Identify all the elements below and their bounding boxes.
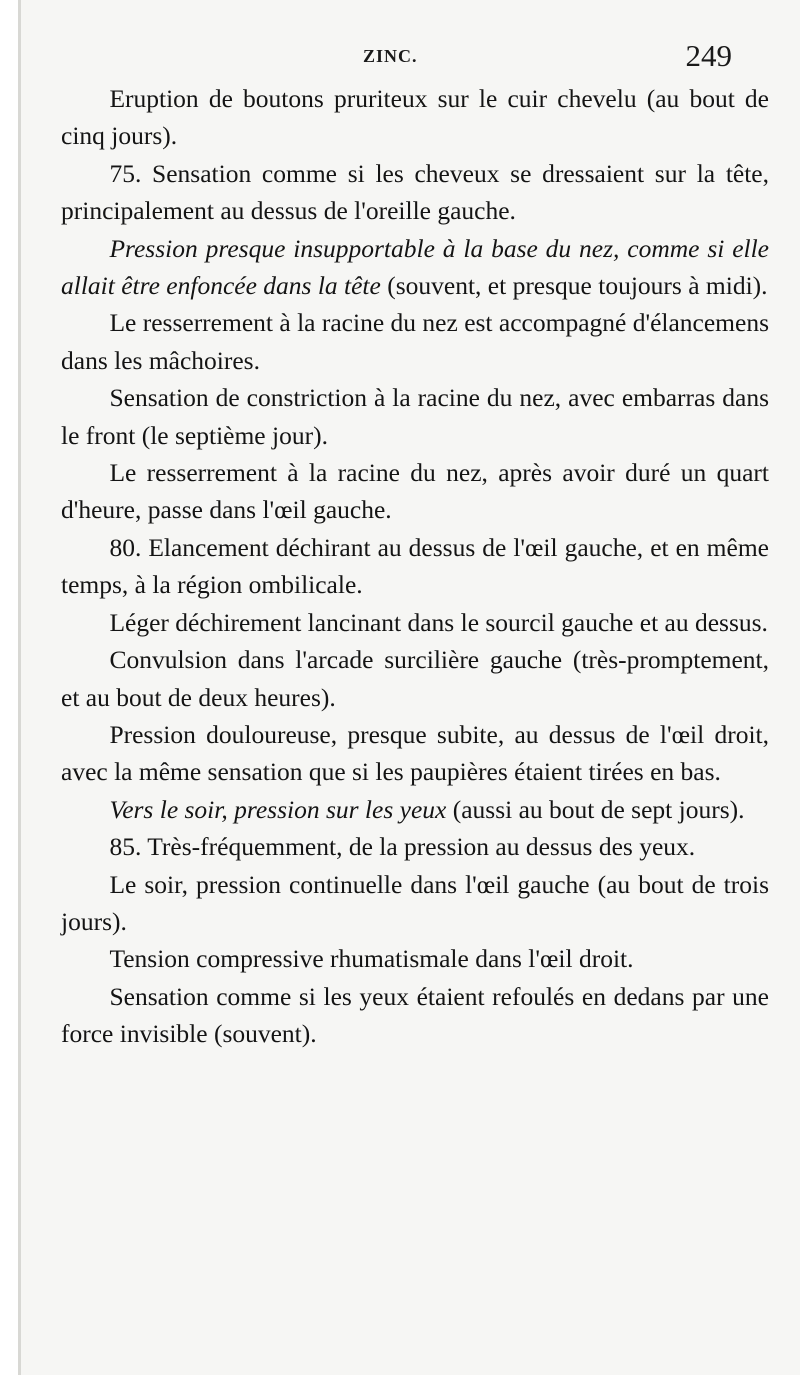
paragraph-text: Sensation comme si les cheveux se dressaient sur la tête, principalement au dessus de l'oreille gauche. xyxy=(61,158,770,226)
paragraph xyxy=(61,155,769,230)
paragraph-text: Le soir, pression continuelle dans l'œil gauche (au bout de trois jours). xyxy=(61,869,769,936)
page-number: 249 xyxy=(685,38,732,73)
paragraph-text: Pression douloureuse, presque subite, au dessus de l'œil droit, avec la même sensation que si les paupières étaient tirées en bas. xyxy=(61,719,769,787)
paragraph-number: 80. xyxy=(109,532,142,562)
paragraph-text: Très-fréquemment, de la pression au dessus des yeux. xyxy=(147,832,696,862)
paragraph-text: Eruption de boutons pruriteux sur le cuir chevelu (au bout de cinq jours). xyxy=(61,84,769,151)
book-page xyxy=(18,0,800,1375)
paragraph-text: Convulsion dans l'arcade surcilière gauche (très-promptement, et au bout de deux heures). xyxy=(61,645,769,712)
paragraph xyxy=(61,641,769,716)
paragraph-text: Sensation de constriction à la racine du nez, avec embarras dans le front (le septième jour). xyxy=(61,383,769,450)
paragraph-text: Tension compressive rhumatismale dans l'œil droit. xyxy=(109,944,634,974)
paragraph xyxy=(61,791,769,828)
paragraph-text: Sensation comme si les yeux étaient refoulés en dedans par une force invisible (souvent). xyxy=(61,981,769,1049)
paragraph xyxy=(61,379,769,454)
paragraph xyxy=(61,940,769,977)
paragraph-text: Léger déchirement lancinant dans le sourcil gauche et au dessus. xyxy=(109,607,768,637)
paragraph xyxy=(61,80,769,155)
running-head: ZINC. xyxy=(363,46,418,66)
paragraph-text: (aussi au bout de sept jours). xyxy=(452,794,745,824)
page-header xyxy=(21,38,800,78)
paragraph xyxy=(61,978,769,1053)
paragraph xyxy=(61,604,769,641)
paragraph-number: 75. xyxy=(109,158,142,188)
paragraph-italic: Pression presque insupportable à la base du nez, comme si elle allait être enfoncée dans la tête xyxy=(61,233,769,301)
paragraph-text: (souvent, et presque toujours à midi). xyxy=(387,271,768,301)
paragraph-text: Le resserrement à la racine du nez est accompagné d'élancemens dans les mâchoires. xyxy=(61,308,769,375)
paragraph xyxy=(61,454,769,529)
paragraph-italic: Vers le soir, pression sur les yeux xyxy=(109,794,447,824)
paragraph xyxy=(61,828,769,865)
paragraph xyxy=(61,230,769,305)
paragraph xyxy=(61,529,769,604)
paragraph xyxy=(61,304,769,379)
body-text xyxy=(61,80,769,1053)
paragraph xyxy=(61,716,769,791)
paragraph-text: Le resserrement à la racine du nez, après avoir duré un quart d'heure, passe dans l'œil gauche. xyxy=(61,458,769,525)
paragraph-number: 85. xyxy=(109,832,142,862)
paragraph-text: Elancement déchirant au dessus de l'œil gauche, et en même temps, à la région ombilicale. xyxy=(61,532,769,600)
paragraph xyxy=(61,866,769,941)
